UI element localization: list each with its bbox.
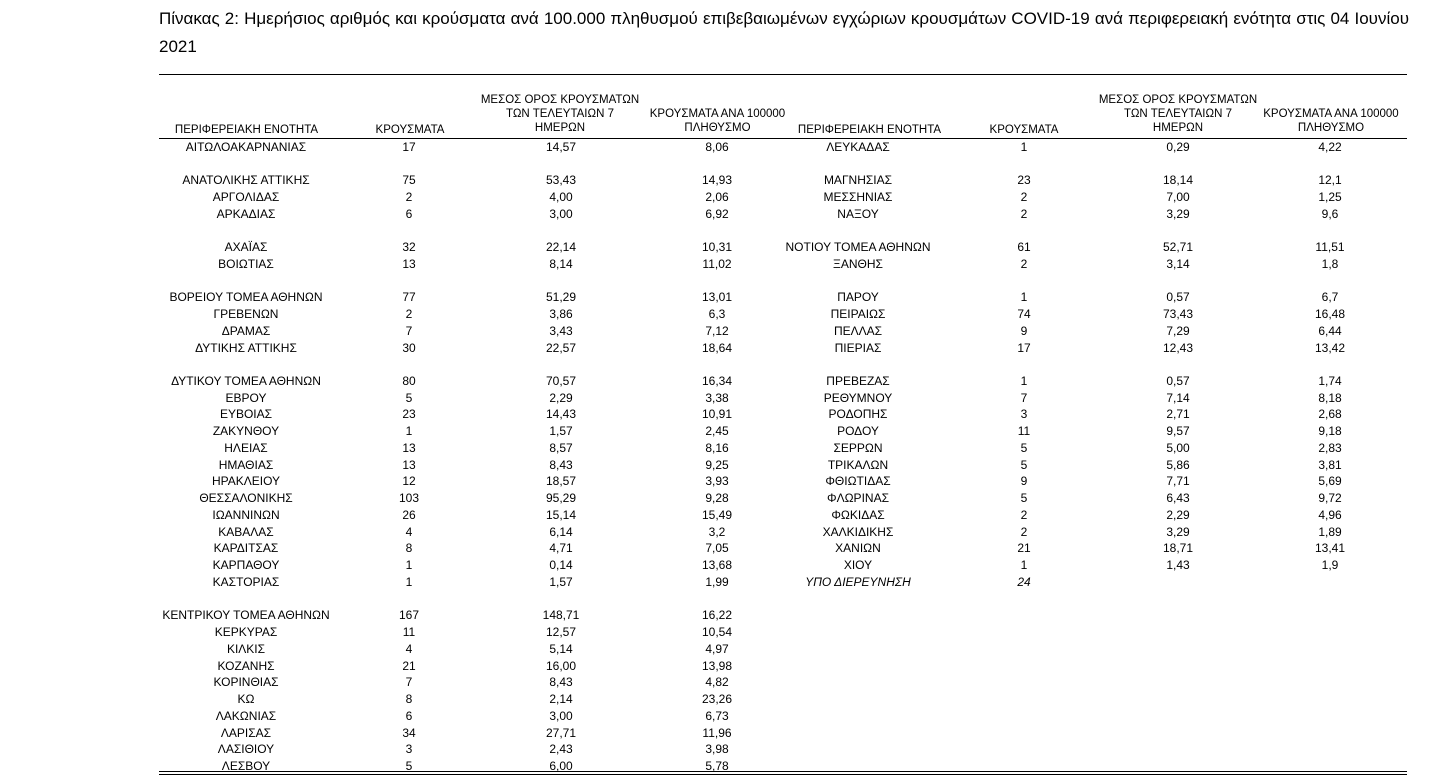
left-row-per100k: 6,92 <box>705 207 729 221</box>
right-row-cases: 1 <box>1020 140 1028 154</box>
left-row-cases: 75 <box>402 173 416 187</box>
left-row-region: ΚΟΡΙΝΘΙΑΣ <box>213 675 279 689</box>
left-row-region: ΑΡΓΟΛΙΔΑΣ <box>212 190 280 204</box>
left-row-region: ΗΛΕΙΑΣ <box>224 441 268 455</box>
right-row-per100k: 1,89 <box>1318 525 1342 539</box>
left-row-per100k: 7,05 <box>705 541 729 555</box>
left-row-per100k: 11,02 <box>702 257 732 271</box>
right-row-cases: 2 <box>1020 525 1028 539</box>
left-row-cases: 1 <box>405 424 413 438</box>
left-row-region: ΚΟΖΑΝΗΣ <box>217 659 275 673</box>
right-row-region: ΞΑΝΘΗΣ <box>833 257 883 271</box>
right-row-per100k: 6,7 <box>1321 290 1339 304</box>
left-row-region: ΔΡΑΜΑΣ <box>221 324 271 338</box>
left-row-avg: 22,57 <box>545 341 577 355</box>
right-row-per100k: 1,25 <box>1318 190 1342 204</box>
left-row-avg: 16,00 <box>545 659 577 673</box>
left-row-region: ΚΑΡΠΑΘΟΥ <box>212 558 280 572</box>
left-row-per100k: 13,98 <box>701 659 733 673</box>
left-row-per100k: 15,49 <box>701 508 733 522</box>
right-row-region: ΧΑΛΚΙΔΙΚΗΣ <box>822 525 894 539</box>
right-row-cases: 5 <box>1020 458 1028 472</box>
right-row-region: ΦΘΙΩΤΙΔΑΣ <box>825 474 891 488</box>
right-row-cases: 1 <box>1020 374 1028 388</box>
left-row-cases: 2 <box>405 190 413 204</box>
right-row-per100k: 9,72 <box>1318 491 1342 505</box>
right-row-region: ΝΑΞΟΥ <box>837 207 879 221</box>
left-row-region: ΑΙΤΩΛΟΑΚΑΡΝΑΝΙΑΣ <box>185 140 307 154</box>
left-row-region: ΚΑΣΤΟΡΙΑΣ <box>212 575 280 589</box>
right-row-region: ΡΟΔΟΠΗΣ <box>828 407 888 421</box>
left-row-per100k: 23,26 <box>701 692 733 706</box>
right-row-per100k: 1,9 <box>1321 558 1339 572</box>
right-row-per100k: 4,22 <box>1318 140 1342 154</box>
left-row-region: ΒΟΙΩΤΙΑΣ <box>218 257 274 271</box>
left-row-per100k: 10,91 <box>701 407 733 421</box>
left-row-cases: 13 <box>402 257 416 271</box>
right-row-cases: 21 <box>1017 541 1031 555</box>
left-row-cases: 11 <box>402 625 416 639</box>
right-row-region: ΧΑΝΙΩΝ <box>835 541 881 555</box>
right-row-per100k: 16,48 <box>1314 307 1346 321</box>
left-row-avg: 3,00 <box>549 709 573 723</box>
left-row-avg: 15,14 <box>545 508 577 522</box>
left-row-per100k: 3,38 <box>705 391 729 405</box>
right-row-cases: 2 <box>1020 207 1028 221</box>
left-row-region: ΗΡΑΚΛΕΙΟΥ <box>211 474 281 488</box>
right-row-per100k: 13,42 <box>1314 341 1346 355</box>
header-region-left: ΠΕΡΙΦΕΡΕΙΑΚΗ ΕΝΟΤΗΤΑ <box>174 124 319 136</box>
right-row-avg: 5,86 <box>1166 458 1190 472</box>
left-row-avg: 8,43 <box>549 675 573 689</box>
left-row-per100k: 7,12 <box>705 324 729 338</box>
right-row-cases: 17 <box>1017 341 1031 355</box>
right-row-avg: 73,43 <box>1162 307 1194 321</box>
left-row-cases: 34 <box>402 726 416 740</box>
right-row-avg: 18,14 <box>1162 173 1194 187</box>
right-row-region: ΠΕΙΡΑΙΩΣ <box>830 307 886 321</box>
left-row-avg: 27,71 <box>545 726 577 740</box>
right-row-avg: 0,29 <box>1166 140 1190 154</box>
right-row-per100k: 12,1 <box>1318 173 1342 187</box>
left-row-per100k: 11,96 <box>702 726 732 740</box>
right-row-per100k: 2,68 <box>1318 407 1342 421</box>
left-row-cases: 30 <box>402 341 416 355</box>
left-row-cases: 17 <box>402 140 416 154</box>
left-row-per100k: 10,31 <box>701 240 733 254</box>
left-row-cases: 2 <box>405 307 413 321</box>
header-cases-right: ΚΡΟΥΣΜΑΤΑ <box>989 124 1059 136</box>
left-row-avg: 2,14 <box>549 692 573 706</box>
right-row-avg: 3,29 <box>1166 525 1190 539</box>
left-row-per100k: 3,98 <box>705 742 729 756</box>
left-row-avg: 5,14 <box>549 642 573 656</box>
left-row-region: ΛΑΡΙΣΑΣ <box>220 726 272 740</box>
left-row-avg: 6,00 <box>549 759 573 773</box>
left-row-avg: 2,29 <box>549 391 573 405</box>
left-row-per100k: 14,93 <box>701 173 733 187</box>
left-row-per100k: 4,97 <box>705 642 729 656</box>
header-cases-left: ΚΡΟΥΣΜΑΤΑ <box>375 124 445 136</box>
right-row-avg: 18,71 <box>1162 541 1194 555</box>
right-row-cases: 2 <box>1020 257 1028 271</box>
left-row-per100k: 18,64 <box>701 341 733 355</box>
right-row-region: ΠΕΛΛΑΣ <box>833 324 883 338</box>
right-row-region: ΣΕΡΡΩΝ <box>833 441 883 455</box>
left-row-cases: 6 <box>405 207 413 221</box>
left-row-cases: 7 <box>405 324 413 338</box>
right-row-per100k: 5,69 <box>1318 474 1342 488</box>
right-row-region: ΠΑΡΟΥ <box>837 290 879 304</box>
right-row-cases: 61 <box>1017 240 1031 254</box>
right-row-region: ΠΡΕΒΕΖΑΣ <box>826 374 890 388</box>
right-row-region: ΡΕΘΥΜΝΟΥ <box>823 391 893 405</box>
right-row-per100k: 11,51 <box>1315 240 1345 254</box>
left-row-region: ΔΥΤΙΚΗΣ ΑΤΤΙΚΗΣ <box>195 341 297 355</box>
left-row-avg: 1,57 <box>549 424 573 438</box>
right-row-avg: 0,57 <box>1166 290 1190 304</box>
right-row-avg: 7,29 <box>1166 324 1190 338</box>
right-row-avg: 7,14 <box>1166 391 1190 405</box>
right-row-per100k: 4,96 <box>1318 508 1342 522</box>
left-row-avg: 4,71 <box>549 541 573 555</box>
header-avg-right: ΜΕΣΟΣ ΟΡΟΣ ΚΡΟΥΣΜΑΤΩΝ ΤΩΝ ΤΕΛΕΥΤΑΙΩΝ 7 ΗΜΕΡΩΝ <box>1098 94 1258 134</box>
right-row-region: ΧΙΟΥ <box>843 558 873 572</box>
left-row-per100k: 13,01 <box>701 290 733 304</box>
left-row-cases: 8 <box>405 692 413 706</box>
left-row-avg: 22,14 <box>545 240 577 254</box>
left-row-avg: 70,57 <box>545 374 577 388</box>
right-row-avg: 1,43 <box>1166 558 1190 572</box>
right-row-avg: 9,57 <box>1166 424 1190 438</box>
left-row-cases: 4 <box>405 525 413 539</box>
left-row-cases: 21 <box>402 659 416 673</box>
right-row-per100k: 2,83 <box>1318 441 1342 455</box>
left-row-per100k: 16,22 <box>701 608 733 622</box>
left-row-per100k: 9,28 <box>705 491 729 505</box>
right-row-cases: 74 <box>1017 307 1031 321</box>
left-row-per100k: 1,99 <box>705 575 729 589</box>
left-row-cases: 4 <box>405 642 413 656</box>
left-row-per100k: 6,73 <box>705 709 729 723</box>
left-row-avg: 18,57 <box>545 474 577 488</box>
right-row-per100k: 13,41 <box>1314 541 1346 555</box>
left-row-avg: 4,00 <box>549 190 573 204</box>
left-row-per100k: 2,06 <box>705 190 729 204</box>
left-row-avg: 14,57 <box>545 140 577 154</box>
right-row-avg: 52,71 <box>1162 240 1194 254</box>
left-row-region: ΚΩ <box>237 692 255 706</box>
right-row-cases: 2 <box>1020 190 1028 204</box>
left-row-per100k: 3,93 <box>705 474 729 488</box>
left-row-per100k: 9,25 <box>705 458 729 472</box>
left-row-cases: 5 <box>405 759 413 773</box>
right-row-region: ΥΠΟ ΔΙΕΡΕΥΝΗΣΗ <box>805 575 911 589</box>
left-row-region: ΘΕΣΣΑΛΟΝΙΚΗΣ <box>199 491 293 505</box>
right-row-cases: 5 <box>1020 491 1028 505</box>
left-row-region: ΑΝΑΤΟΛΙΚΗΣ ΑΤΤΙΚΗΣ <box>182 173 310 187</box>
left-row-region: ΚΙΛΚΙΣ <box>226 642 266 656</box>
header-region-right: ΠΕΡΙΦΕΡΕΙΑΚΗ ΕΝΟΤΗΤΑ <box>797 124 942 136</box>
left-row-avg: 8,43 <box>549 458 573 472</box>
left-row-per100k: 8,06 <box>705 140 729 154</box>
left-row-cases: 8 <box>405 541 413 555</box>
left-row-avg: 3,43 <box>549 324 573 338</box>
left-row-region: ΙΩΑΝΝΙΝΩΝ <box>212 508 280 522</box>
left-row-per100k: 6,3 <box>708 307 726 321</box>
header-rule <box>159 138 1407 139</box>
right-row-cases: 5 <box>1020 441 1028 455</box>
left-row-avg: 6,14 <box>549 525 573 539</box>
left-row-region: ΕΒΡΟΥ <box>225 391 267 405</box>
left-row-avg: 3,00 <box>549 207 573 221</box>
left-row-avg: 2,43 <box>549 742 573 756</box>
left-row-cases: 103 <box>398 491 420 505</box>
left-row-region: ΓΡΕΒΕΝΩΝ <box>213 307 279 321</box>
right-row-region: ΠΙΕΡΙΑΣ <box>834 341 882 355</box>
left-row-cases: 7 <box>405 675 413 689</box>
left-row-per100k: 5,78 <box>705 759 729 773</box>
left-row-region: ΕΥΒΟΙΑΣ <box>219 407 273 421</box>
right-row-avg: 2,29 <box>1166 508 1190 522</box>
left-row-region: ΚΕΝΤΡΙΚΟΥ ΤΟΜΕΑ ΑΘΗΝΩΝ <box>162 608 330 622</box>
right-row-cases: 24 <box>1017 575 1031 589</box>
left-row-region: ΒΟΡΕΙΟΥ ΤΟΜΕΑ ΑΘΗΝΩΝ <box>169 290 323 304</box>
right-row-cases: 1 <box>1020 290 1028 304</box>
left-row-avg: 8,57 <box>549 441 573 455</box>
header-avg-left: ΜΕΣΟΣ ΟΡΟΣ ΚΡΟΥΣΜΑΤΩΝ ΤΩΝ ΤΕΛΕΥΤΑΙΩΝ 7 ΗΜΕΡΩΝ <box>480 94 640 134</box>
left-row-per100k: 8,16 <box>705 441 729 455</box>
left-row-cases: 5 <box>405 391 413 405</box>
header-per100k-left: ΚΡΟΥΣΜΑΤΑ ΑΝΑ 100000 ΠΛΗΘΥΣΜΟ <box>649 108 786 134</box>
right-row-cases: 1 <box>1020 558 1028 572</box>
right-row-cases: 2 <box>1020 508 1028 522</box>
header-per100k-right: ΚΡΟΥΣΜΑΤΑ ΑΝΑ 100000 ΠΛΗΘΥΣΜΟ <box>1263 108 1399 134</box>
left-row-region: ΛΑΣΙΘΙΟΥ <box>217 742 275 756</box>
right-row-cases: 9 <box>1020 324 1028 338</box>
left-row-cases: 12 <box>402 474 416 488</box>
left-row-avg: 8,14 <box>549 257 573 271</box>
left-row-cases: 13 <box>402 441 416 455</box>
right-row-cases: 11 <box>1017 424 1031 438</box>
left-row-avg: 3,86 <box>549 307 573 321</box>
left-row-per100k: 3,2 <box>708 525 726 539</box>
right-row-region: ΜΑΓΝΗΣΙΑΣ <box>823 173 893 187</box>
left-row-cases: 1 <box>405 558 413 572</box>
left-row-per100k: 2,45 <box>705 424 729 438</box>
right-row-avg: 12,43 <box>1162 341 1194 355</box>
right-row-region: ΡΟΔΟΥ <box>837 424 879 438</box>
right-row-per100k: 9,6 <box>1321 207 1339 221</box>
right-row-region: ΜΕΣΣΗΝΙΑΣ <box>823 190 893 204</box>
right-row-region: ΛΕΥΚΑΔΑΣ <box>826 140 890 154</box>
right-row-avg: 3,14 <box>1166 257 1190 271</box>
right-row-avg: 0,57 <box>1166 374 1190 388</box>
right-row-per100k: 1,74 <box>1318 374 1342 388</box>
right-row-per100k: 1,8 <box>1321 257 1339 271</box>
left-row-avg: 53,43 <box>545 173 577 187</box>
left-row-cases: 32 <box>402 240 416 254</box>
right-row-cases: 9 <box>1020 474 1028 488</box>
left-row-region: ΗΜΑΘΙΑΣ <box>218 458 274 472</box>
left-row-region: ΑΧΑΪΑΣ <box>224 240 268 254</box>
right-row-cases: 7 <box>1020 391 1028 405</box>
table-title: Πίνακας 2: Ημερήσιος αριθμός και κρούσματα ανά 100.000 πληθυσμού επιβεβαιωμένων εγχώριων κρουσμάτων COVID-19 ανά περιφερειακή ενότητα στις 04 Ιουνίου 2021 <box>159 9 1409 56</box>
right-row-per100k: 8,18 <box>1318 391 1342 405</box>
left-row-avg: 0,14 <box>549 558 573 572</box>
left-row-cases: 3 <box>405 742 413 756</box>
left-row-avg: 12,57 <box>545 625 577 639</box>
left-row-per100k: 16,34 <box>701 374 733 388</box>
right-row-region: ΤΡΙΚΑΛΩΝ <box>827 458 889 472</box>
left-row-region: ΚΕΡΚΥΡΑΣ <box>214 625 278 639</box>
left-row-region: ΖΑΚΥΝΘΟΥ <box>212 424 280 438</box>
left-row-cases: 80 <box>402 374 416 388</box>
left-row-cases: 1 <box>405 575 413 589</box>
left-row-cases: 26 <box>402 508 416 522</box>
right-row-avg: 3,29 <box>1166 207 1190 221</box>
left-row-region: ΛΑΚΩΝΙΑΣ <box>215 709 277 723</box>
right-row-region: ΦΛΩΡΙΝΑΣ <box>827 491 889 505</box>
table-bottom-rule-2 <box>159 774 1407 775</box>
left-row-cases: 23 <box>402 407 416 421</box>
left-row-region: ΚΑΒΑΛΑΣ <box>218 525 274 539</box>
left-row-region: ΑΡΚΑΔΙΑΣ <box>216 207 276 221</box>
right-row-region: ΝΟΤΙΟΥ ΤΟΜΕΑ ΑΘΗΝΩΝ <box>785 240 931 254</box>
right-row-per100k: 3,81 <box>1318 458 1342 472</box>
left-row-cases: 13 <box>402 458 416 472</box>
right-row-cases: 3 <box>1020 407 1028 421</box>
left-row-region: ΛΕΣΒΟΥ <box>221 759 271 773</box>
right-row-avg: 5,00 <box>1166 441 1190 455</box>
right-row-avg: 6,43 <box>1166 491 1190 505</box>
left-row-cases: 167 <box>398 608 420 622</box>
right-row-per100k: 6,44 <box>1318 324 1342 338</box>
right-row-avg: 7,00 <box>1166 190 1190 204</box>
table-top-rule <box>159 74 1407 75</box>
left-row-avg: 148,71 <box>542 608 580 622</box>
left-row-region: ΔΥΤΙΚΟΥ ΤΟΜΕΑ ΑΘΗΝΩΝ <box>171 374 321 388</box>
left-row-avg: 1,57 <box>549 575 573 589</box>
left-row-avg: 51,29 <box>545 290 577 304</box>
right-row-cases: 23 <box>1017 173 1031 187</box>
right-row-avg: 2,71 <box>1166 407 1190 421</box>
right-row-region: ΦΩΚΙΔΑΣ <box>831 508 885 522</box>
left-row-cases: 77 <box>402 290 416 304</box>
left-row-region: ΚΑΡΔΙΤΣΑΣ <box>213 541 279 555</box>
left-row-avg: 14,43 <box>545 407 577 421</box>
right-row-avg: 7,71 <box>1166 474 1190 488</box>
left-row-per100k: 13,68 <box>701 558 733 572</box>
left-row-cases: 6 <box>405 709 413 723</box>
table-bottom-rule <box>159 771 1407 772</box>
left-row-per100k: 10,54 <box>701 625 733 639</box>
left-row-per100k: 4,82 <box>705 675 729 689</box>
left-row-avg: 95,29 <box>545 491 577 505</box>
right-row-per100k: 9,18 <box>1318 424 1342 438</box>
